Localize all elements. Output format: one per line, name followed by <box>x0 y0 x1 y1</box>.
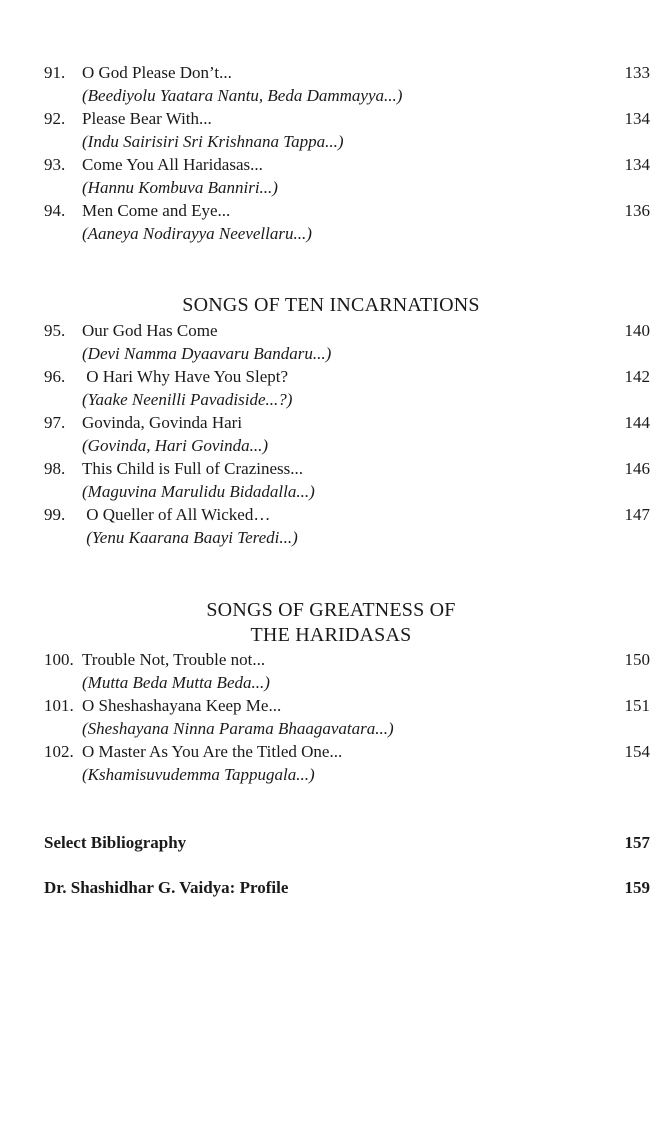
toc-entry <box>44 200 650 222</box>
back-matter-page-number: 157 <box>624 833 650 852</box>
toc-entry <box>44 458 650 480</box>
toc-back-matter-entry <box>44 876 650 900</box>
back-matter-page-number: 159 <box>624 878 650 897</box>
entry-title: Men Come and Eye... <box>82 201 231 220</box>
entry-title: O Master As You Are the Titled One... <box>82 742 343 761</box>
entry-original-title: (Yaake Neenilli Pavadiside...?) <box>82 390 293 409</box>
entry-original-title: (Aaneya Nodirayya Neevellaru...) <box>82 224 312 243</box>
entry-page-number: 134 <box>624 155 650 174</box>
entry-number: 95. <box>44 321 66 340</box>
entry-original-title: (Hannu Kombuva Banniri...) <box>82 178 278 197</box>
entry-original-title: (Govinda, Hari Govinda...) <box>82 436 269 455</box>
entry-page-number: 147 <box>624 505 650 524</box>
toc-back-matter-entry <box>44 831 650 855</box>
toc-entry <box>44 108 650 130</box>
entry-title: O Queller of All Wicked… <box>82 505 271 524</box>
entry-original-title: (Kshamisuvudemma Tappugala...) <box>82 765 315 784</box>
entry-number: 96. <box>44 367 66 386</box>
toc-entry <box>44 366 650 388</box>
toc-entry <box>44 62 650 84</box>
entry-number: 93. <box>44 155 66 174</box>
entry-title: O Hari Why Have You Slept? <box>82 367 289 386</box>
entry-original-title: (Beediyolu Yaatara Nantu, Beda Dammayya...) <box>82 86 403 105</box>
entry-number: 94. <box>44 201 66 220</box>
entry-number: 98. <box>44 459 66 478</box>
entry-page-number: 133 <box>624 63 650 82</box>
entry-number: 92. <box>44 109 66 128</box>
entry-title: This Child is Full of Craziness... <box>82 459 303 478</box>
section-heading: SONGS OF TEN INCARNATIONS <box>182 294 480 316</box>
toc-entry <box>44 649 650 671</box>
entry-title: Trouble Not, Trouble not... <box>82 650 266 669</box>
entry-page-number: 136 <box>624 201 650 220</box>
entry-page-number: 142 <box>624 367 650 386</box>
entry-page-number: 144 <box>624 413 650 432</box>
entry-page-number: 146 <box>624 459 650 478</box>
entry-original-title: (Indu Sairisiri Sri Krishnana Tappa...) <box>82 132 344 151</box>
entry-original-title: (Yenu Kaarana Baayi Teredi...) <box>82 528 298 547</box>
section-heading-line-1: SONGS OF GREATNESS OF <box>206 599 456 621</box>
toc-entry <box>44 504 650 526</box>
toc-entry <box>44 695 650 717</box>
entry-page-number: 151 <box>624 696 650 715</box>
entry-title: Please Bear With... <box>82 109 212 128</box>
entry-page-number: 150 <box>624 650 650 669</box>
entry-number: 102. <box>44 742 74 761</box>
toc-entry <box>44 741 650 763</box>
entry-page-number: 154 <box>624 742 650 761</box>
toc-entry <box>44 412 650 434</box>
back-matter-title: Dr. Shashidhar G. Vaidya: Profile <box>44 878 289 897</box>
entry-original-title: (Devi Namma Dyaavaru Bandaru...) <box>82 344 332 363</box>
entry-number: 100. <box>44 650 74 669</box>
entry-original-title: (Sheshayana Ninna Parama Bhaagavatara...) <box>82 719 394 738</box>
entry-page-number: 140 <box>624 321 650 340</box>
entry-number: 101. <box>44 696 74 715</box>
entry-title: Govinda, Govinda Hari <box>82 413 243 432</box>
entry-title: O God Please Don’t... <box>82 63 232 82</box>
entry-number: 97. <box>44 413 66 432</box>
entry-original-title: (Maguvina Marulidu Bidadalla...) <box>82 482 315 501</box>
toc-entry <box>44 320 650 342</box>
toc-entry <box>44 154 650 176</box>
entry-title: Our God Has Come <box>82 321 218 340</box>
entry-number: 91. <box>44 63 66 82</box>
entry-original-title: (Mutta Beda Mutta Beda...) <box>82 673 270 692</box>
back-matter-title: Select Bibliography <box>44 833 187 852</box>
entry-title: O Sheshashayana Keep Me... <box>82 696 282 715</box>
section-heading-line-2: THE HARIDASAS <box>250 624 412 646</box>
entry-page-number: 134 <box>624 109 650 128</box>
entry-title: Come You All Haridasas... <box>82 155 263 174</box>
entry-number: 99. <box>44 505 66 524</box>
